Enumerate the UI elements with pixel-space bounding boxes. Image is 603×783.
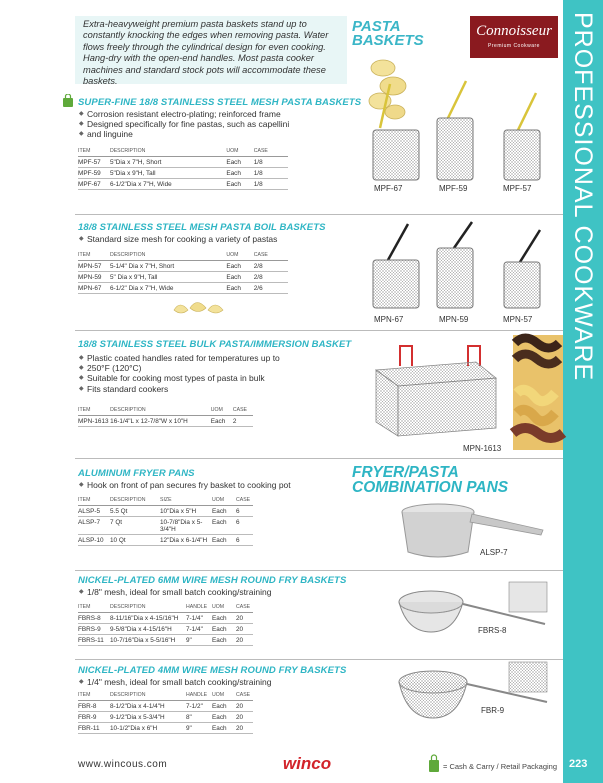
bullet: ◆ Corrosion resistant electro-plating; reinforced frame xyxy=(79,109,289,119)
6mm-spec-table: ITEM DESCRIPTION HANDLE UOM CASE FBRS-8 8-11/16"Dia x 4-15/16"H 7-1/4" Each 20 FBRS-9 9-5/8"Dia x 4-15/16"H 7-1/4" Each 20 FBRS-11 10-7/16"Dia x 5-5/16"H 9" Each 20 xyxy=(78,604,253,646)
label-mpf-67: MPF-67 xyxy=(374,184,403,193)
bullet: ◆ Fits standard cookers xyxy=(79,384,280,394)
shopping-bag-icon xyxy=(62,94,74,107)
label-fbr-9: FBR-9 xyxy=(481,706,505,715)
label-fbrs-8: FBRS-8 xyxy=(478,626,507,635)
bullet-continued: ◆ 250°F (120°C) xyxy=(79,363,280,373)
table-row: MPN-59 5" Dia x 9"H, Tall Each 2/8 xyxy=(78,272,288,283)
section-title-6mm-baskets: NICKEL-PLATED 6MM WIRE MESH ROUND FRY BASKETS xyxy=(78,575,347,586)
bullet: ◆ Standard size mesh for cooking a variety of pastas xyxy=(79,234,277,244)
label-alsp-7: ALSP-7 xyxy=(480,548,508,557)
bullet: ◆ Designed specifically for fine pastas, such as capellini xyxy=(79,119,289,129)
bulk-bullets xyxy=(79,353,280,394)
mpf-baskets-image xyxy=(368,78,553,183)
winco-logo xyxy=(281,752,333,774)
fryer-bullets xyxy=(79,480,291,490)
combination-pans-title: FRYER/PASTA COMBINATION PANS xyxy=(352,464,509,496)
intro-text: Extra-heavyweight premium pasta baskets stand up to constantly knocking the edges when removing pasta. Water flows freely through the cylindrical design for even cooking. Hang-dry with the open-end handles. Most pasta cooker machines and standard stock pots will accommodate these baskets. xyxy=(75,16,347,84)
label-mpn-67: MPN-67 xyxy=(374,315,404,324)
bulk-basket-image xyxy=(372,340,502,440)
section-title-bulk-basket: 18/8 STAINLESS STEEL BULK PASTA/IMMERSION BASKET xyxy=(78,339,352,350)
label-mpn-57: MPN-57 xyxy=(503,315,533,324)
section-title-boil-baskets: 18/8 STAINLESS STEEL MESH PASTA BOIL BASKETS xyxy=(78,222,326,233)
boil-spec-table: ITEM DESCRIPTION UOM CASE MPN-57 5-1/4" Dia x 7"H, Short Each 2/8 MPN-59 5" Dia x 9"H, Tall Each 2/8 MPN-67 6-1/2" Dia x 7"H, Wide Each 2/6 xyxy=(78,252,288,294)
bullet: ◆ Plastic coated handles rated for temperatures up to xyxy=(79,353,280,363)
pasta-pieces-image xyxy=(170,296,230,318)
label-mpn-1613: MPN-1613 xyxy=(463,444,502,453)
label-mpf-59: MPF-59 xyxy=(439,184,468,193)
4mm-bullets xyxy=(79,677,271,687)
table-row: FBR-8 8-1/2"Dia x 4-1/4"H 7-1/2" Each 20 xyxy=(78,701,253,712)
connoisseur-logo: Connoisseur Premium Cookware xyxy=(470,16,558,58)
table-row: MPN-67 6-1/2" Dia x 7"H, Wide Each 2/6 xyxy=(78,283,288,294)
table-row: ALSP-5 5.5 Qt 10"Dia x 5"H Each 6 xyxy=(78,506,253,517)
section-title-fryer-pans: ALUMINUM FRYER PANS xyxy=(78,468,195,479)
website-link[interactable]: www.wincous.com xyxy=(78,759,168,770)
page-number: 223 xyxy=(569,758,588,770)
bullet-continued: ◆ and linguine xyxy=(79,129,289,139)
label-mpf-57: MPF-57 xyxy=(503,184,532,193)
table-row: MPF-59 5"Dia x 9"H, Tall Each 1/8 xyxy=(78,168,288,179)
table-row: FBR-11 10-1/2"Dia x 6"H 9" Each 20 xyxy=(78,723,253,734)
divider xyxy=(75,330,563,331)
table-row: MPN-57 5-1/4" Dia x 7"H, Short Each 2/8 xyxy=(78,261,288,272)
table-row: FBR-9 9-1/2"Dia x 5-3/4"H 8" Each 20 xyxy=(78,712,253,723)
fryer-pan-image xyxy=(398,500,548,562)
fbrs-basket-image xyxy=(395,580,555,640)
super-fine-spec-table: ITEM DESCRIPTION UOM CASE MPF-57 5"Dia x 7"H, Short Each 1/8 MPF-59 5"Dia x 9"H, Tall Each 1/8 MPF-67 6-1/2"Dia x 7"H, Wide Each 1/8 xyxy=(78,148,288,190)
label-mpn-59: MPN-59 xyxy=(439,315,469,324)
table-row: FBRS-9 9-5/8"Dia x 4-15/16"H 7-1/4" Each 20 xyxy=(78,624,253,635)
fbr-basket-image xyxy=(395,660,555,728)
table-row: ALSP-7 7 Qt 10-7/8"Dia x 5-3/4"H Each 6 xyxy=(78,517,253,535)
bullet: ◆ Suitable for cooking most types of pasta in bulk xyxy=(79,373,280,383)
pasta-photo xyxy=(513,335,563,450)
table-row: FBRS-8 8-11/16"Dia x 4-15/16"H 7-1/4" Each 20 xyxy=(78,613,253,624)
section-title-super-fine: SUPER-FINE 18/8 STAINLESS STEEL MESH PASTA BASKETS xyxy=(78,97,362,108)
boil-bullets xyxy=(79,234,277,244)
table-row: MPF-67 6-1/2"Dia x 7"H, Wide Each 1/8 xyxy=(78,179,288,190)
table-row: MPN-1613 16-1/4"L x 12-7/8"W x 10"H Each 2 xyxy=(78,416,253,427)
shopping-bag-icon xyxy=(428,754,440,772)
mpn-baskets-image xyxy=(368,220,553,312)
bulk-spec-table: ITEM DESCRIPTION UOM CASE MPN-1613 16-1/4"L x 12-7/8"W x 10"H Each 2 xyxy=(78,407,253,427)
super-fine-bullets xyxy=(79,109,289,140)
fryer-spec-table: ITEM DESCRIPTION SIZE UOM CASE ALSP-5 5.5 Qt 10"Dia x 5"H Each 6 ALSP-7 7 Qt 10-7/8"Dia x 5-3/4"H Each 6 ALSP-10 10 Qt 12"Dia x 6-1/4"H Each 6 xyxy=(78,497,253,546)
divider xyxy=(75,458,563,459)
divider xyxy=(75,570,563,571)
divider xyxy=(75,214,563,215)
pasta-baskets-title: PASTA BASKETS xyxy=(352,18,424,49)
svg-text:winco: winco xyxy=(282,754,332,773)
table-row: ALSP-10 10 Qt 12"Dia x 6-1/4"H Each 6 xyxy=(78,535,253,546)
table-row: FBRS-11 10-7/16"Dia x 5-5/16"H 9" Each 20 xyxy=(78,635,253,646)
section-title-4mm-baskets: NICKEL-PLATED 4MM WIRE MESH ROUND FRY BASKETS xyxy=(78,665,347,676)
table-row: MPF-57 5"Dia x 7"H, Short Each 1/8 xyxy=(78,157,288,168)
retail-packaging-legend: = Cash & Carry / Retail Packaging xyxy=(443,762,558,771)
6mm-bullets xyxy=(79,587,271,597)
bullet: ◆ 1/8" mesh, ideal for small batch cooking/straining xyxy=(79,587,271,597)
bullet: ◆ 1/4" mesh, ideal for small batch cooking/straining xyxy=(79,677,271,687)
bullet: ◆ Hook on front of pan secures fry basket to cooking pot xyxy=(79,480,291,490)
4mm-spec-table: ITEM DESCRIPTION HANDLE UOM CASE FBR-8 8-1/2"Dia x 4-1/4"H 7-1/2" Each 20 FBR-9 9-1/2"Dia x 5-3/4"H 8" Each 20 FBR-11 10-1/2"Dia x 6"H 9" Each 20 xyxy=(78,692,253,734)
side-band-title: PROFESSIONAL COOKWARE xyxy=(569,12,597,382)
